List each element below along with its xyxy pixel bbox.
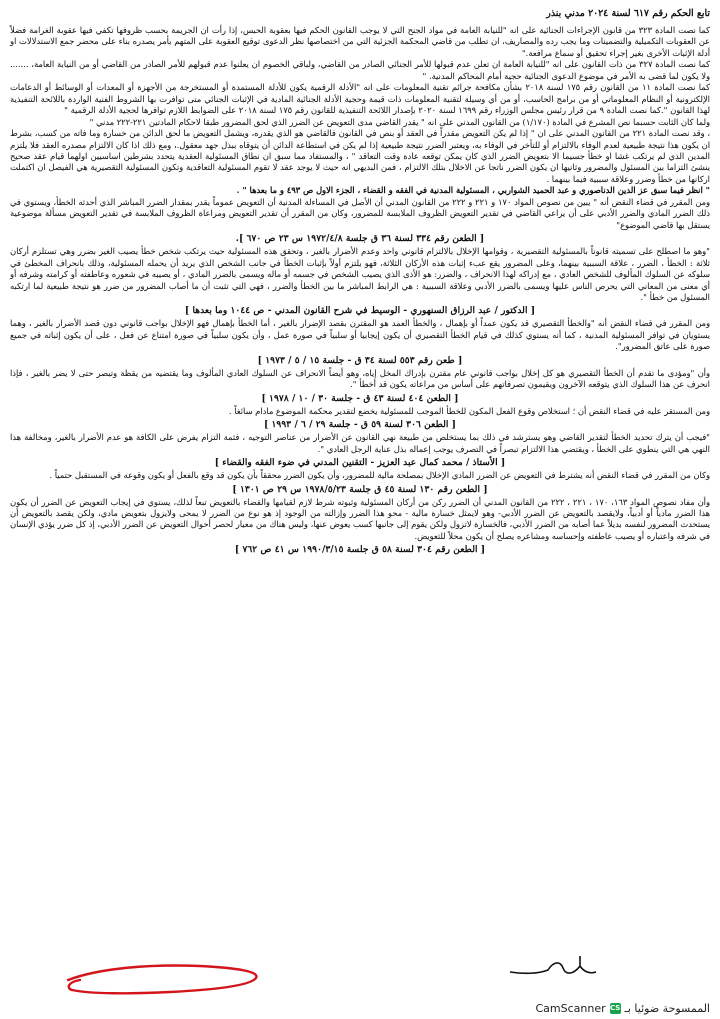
page-header: تابع الحكم رقم ٦١٧ لسنة ٢٠٢٤ مدني بنذر	[546, 8, 710, 19]
body-section-1	[10, 25, 710, 231]
body-section-6	[10, 432, 710, 455]
handwritten-scribble	[60, 950, 270, 1010]
paragraph: ولما كان الثابت حسبما نص المشرع في المادة (١/١٧٠) من القانون المدني على انه " يقدر القاضي مدى التعويض عن الضرر الذي لحق المضرور طبقا لاحكام المادتين ٢٢١-٢٢٢ مدني "	[89, 116, 710, 127]
citation: [ الدكتور / عبد الرزاق السنهوري - الوسيط في شرح القانون المدني - ص ١٠٤٤ وما بعدها ]	[184, 305, 536, 317]
citation: [ الطعن ٤٠٤ لسنة ٤٣ ق - جلسة ٣٠ / ١٠ / ١٩٧٨ ]	[261, 392, 459, 404]
citation: [ الطعن رقم ١٣٠ لسنة ٤٥ ق جلسة ١٩٧٨/٥/٢٣ س ٢٩ ص ١٣٠١ ]	[232, 483, 488, 495]
paragraph: ومن المقرر في قضاء النقض أنه "والخطأ التقصيري قد يكون عمداً أو بإهمال ، والخطأ العمد هو المقترن بقصد الإضرار بالغير ، أما الخطأ بإهمال فهو الإخلال بواجب قانوني دون قصد الأضرار بالغير ، وهما يستويان في توافر المسئولية المدنية ، كما أنه يستوي كذلك في قيام الخطأ التقصيري أن يكون إيجابيا أو سلبياً في صورة عمل ، وأن يكون سلبياً في صورة امتناع عن فعل ، على أن يكون إثباته في جميع صورة على عاتق المضرور".	[10, 318, 710, 352]
body-section-3	[10, 318, 710, 352]
paragraph: وأن مفاد نصوص المواد ١٦٣، ١٧٠ ، ٢٢١ ، ٢٢٢ من القانون المدني أن الضرر ركن من أركان المسئولية وثبوته شرط لازم لقيامها والقضاء بالتعويض تبعاً لذلك، يستوي في إيجاب التعويض عن الضرر أن يكون هذا الضرر مادياً أو أدبياً، ولايقصد بالتعويض عن الضرر الأدبي- وهو لايمثل خسارة مالية - محو هذا الضرر وإزالته من الوجود إذ هو نوع من الضرر لا يمحى ولايزول بتعويض مادي، ولكن يقصد بالتعويض أن يستحدث المضرور لنفسه بديلاً عما أصابه من الضرر الأدبي، فالخسارة لاتزول ولكن يقوم إلى جانبها كسب يعوض عنها، وليس هناك من معيار لحصر أحوال التعويض عن الضرر الأدبي، إذ كل ضرر يؤذي الإنسان في شرفه واعتباره أو يصيب عاطفته وإحساسه ومشاعره يصلح أن يكون محلاً للتعويض.	[10, 496, 710, 541]
paragraph: "وهو ما اصطلح على تسميته قانوناً بالمسئولية التقصيرية ، وقوامها الإخلال بالالتزام قانوني واحد وعدم الأضرار بالغير ، وتحقق هذه المسئولية حيث يرتكب شخص خطأ يصيب الغير بضرر وهي تستلزم أركان ثلاثة : الخطأ ، الضرر ، علاقة السببية بينهما، وعلى المضرور يقع عبء إثبات هذه الأركان الثلاثة، فهو يلتزم أولاً بإثبات الخطأ في جانب الشخص الذي يريد أن يحمله المسئولية، وذلك بانحراف المخطئ في سلوكه عن السلوك المألوف للشخص العادي ، مع إدراكه لهذا الانحراف ، والضرر: هو الأذى الذي يصيب الشخص في جسمه أو ماله ويسمى بالضرر المادي ، أو يصيبه في شعوره وعاطفته أو كرامته وشرفه أو أي معنى من المعاني التي يحرص الناس عليها ويسمى بالضرر الأدبي وعلاقة السببية : هي الرابط المباشر ما بين الخطأ والضرر ، فهي التي تثبت أن ما أصاب المضرور من ضرر هو نتيجة طبيعية لما ارتكبه المسئول من خطأ ".	[10, 246, 710, 302]
paragraph: "فيجب أن يترك تحديد الخطأ لتقدير القاضي وهو يسترشد في ذلك بما يستخلص من طبيعة نهي القانون عن الأضرار من عناصر التوجيه ، فثمة التزام يفرض على الكافة هو عدم الأضرار بالغير، ومخالفة هذا النهي هي التي ينطوي على الخطأ ، ويقتضي هذا الالتزام تبصراً في التصرف يوجب إعماله بذل عناية الرجل العادي ".	[10, 432, 710, 454]
paragraph: ومن المستقر عليه في قضاء النقض أن ؛ استخلاص وقوع الفعل المكون للخطأ الموجب للمسئولية يخضع لتقدير محكمة الموضوع مادام سائغاً .	[228, 405, 710, 416]
paragraph: " انظر فيما سبق عز الدين الدناصوري و عبد الحميد الشواربي ، المسئولية المدنية في الفقه و القضاء ، الجزء الاول ص ٤٩٣ و ما بعدها " .	[236, 185, 710, 196]
body-section-5	[10, 406, 710, 417]
scanner-watermark	[535, 1002, 710, 1015]
scanner-app-name: CamScanner	[535, 1002, 606, 1015]
paragraph: كما نصت المادة ١١ من القانون رقم ١٧٥ لسنة ٢٠١٨ بشأن مكافحة جرائم تقنية المعلومات على انه "الأدلة الرقمية يكون للأدلة المستمدة أو المستخرجة من الأجهزة أو المعدات أو الوسائط أو الدعامات الإلكترونية أو النظام المعلوماتي أو من برامج الحاسب، أو من أي وسيلة لتقنية المعلومات ذات قيمة وحجية الأدلة الجنائية المادية في الإثبات الجنائي متى توافرت بها الشروط الفنية الواردة باللائحة التنفيذية لهذا القانون ".كما نصت المادة ٩ من قرار رئيس مجلس الوزراء رقم ١٦٩٩ لسنة ٢٠٢٠ بإصدار اللائحة التنفيذية للقانون رقم ١٧٥ لسنة ٢٠١٨ على الضوابط اللازم توافرها لحجية الأدلة الرقمية "	[10, 82, 711, 116]
citation: [ الأستاذ / محمد كمال عبد العزيز - التقنين المدني في ضوء الفقه والقضاء ]	[214, 457, 506, 469]
paragraph: ، وقد نصت المادة ٢٢١ من القانون المدني على ان " إذا لم يكن التعويض مقدراً في العقد أو بنص في القانون فالقاضي هو الذي يقدره، ويشمل التعويض ما لحق الدائن من خسارة وما فاته من كسب، بشرط ان يكون هذا نتيجة طبيعية لعدم الوفاء بالالتزام أو للتأخر في الوفاء به، ويعتبر الضرر نتيجة طبيعية إذا لم يكن في استطاعة الدائن أن يتوقاه ببذل جهد معقول.، ومع ذلك اذا كان الالتزام مصدره العقد فلا يلتزم المدين الذي لم يرتكب غشا او خطأ جسيما الا بتعويض الضرر الذي كان يمكن توقعه عادة وقت التعاقد " ، والمستفاد مما سبق ان نطاق المسئولية العقدية يتحدد بشرطين اساسيين اولهما قيام عقد صحيح ينشئ التزاما بين المسئول والمضرور وثانيها ان يكون الضرر ناتجا عن الاخلال بتلك الالتزام ، فمن البديهي انه حيث لا يوجد عقد لا تقوم المسئولية التعاقدية وتكون المسئولية التقصيرية هي الفيصل ان اكتملت اركانها من خطأ وضرر وعلاقة سببية فيما بينهما .	[10, 128, 711, 184]
camscanner-logo-icon: CS	[609, 1004, 621, 1012]
paragraph: ومن المقرر في قضاء النقض أنه " يبين من نصوص المواد ١٧٠ و ٢٢١ و ٢٢٢ من القانون المدني أن الأصل في المساءلة المدنية أن التعويض عموماً يقدر بمقدار الضرر المباشر الذي أحدثه الخطأ، ويستوي في ذلك الضرر المادي والضرر الأدبي على أن يراعي القاضي في تقدير التعويض الظروف الملابسة للمضرور، وكان من المقرر أن تقدير التعويض ومراعاة الظروف الملابسة في تقدير التعويض مسألة موضوعية يستقل بها قاضي الموضوع"	[10, 196, 710, 230]
scanner-prefix: الممسوحة ضوئيا بـ	[624, 1002, 710, 1015]
citation: [ الطعن ٣٠٦ لسنة ٥٩ ق - جلسة ٢٩ / ٦ / ١٩٩٣ ]	[263, 419, 457, 431]
body-section-2	[10, 246, 710, 303]
body-section-7	[10, 470, 710, 481]
citation: [ الطعن رقم ٣٣٤ لسنة ٣٦ ق جلسة ١٩٧٢/٤/٨ س ٢٣ ص ٦٧٠ ].	[235, 233, 485, 245]
paragraph: كما نصت المادة ٣٢٣ من قانون الإجراءات الجنائية على انه "للنيابة العامة في مواد الجنح التي لا يوجب القانون الحكم فيها بعقوبة الحبس، إذا رأت ان الجريمة بحسب ظروفها تكفي فيها عقوبة الغرامة فضلاً عن العقوبات التكميلية والتضمينات وما يجب رده والمصاريف، ان تطلب من قاضي المحكمة الجزئية التي من اختصاصها نظر الدعوى توقيع العقوبة على المتهم بأمر يصدره بناء على محضر جمع الاستدلالات او أدلة الإثبات الأخرى بغير إجراء تحقيق أو سماع مرافعة."	[10, 25, 710, 58]
paragraph: وكان من المقرر في قضاء النقض أنه يشترط في التعويض عن الضرر المادي الإخلال بمصلحة مالية للمضرور، وأن يكون الضرر محققاً بأن يكون قد وقع بالفعل أو يكون وقوعه في المستقبل حتمياً .	[49, 470, 710, 481]
body-section-8	[10, 497, 710, 543]
citation: [ طعن رقم ٥٥٣ لسنة ٣٤ ق - جلسة ١٥ / ٥ / ١٩٧٣ ]	[257, 354, 463, 366]
citation: [ الطعن رقم ٣٠٤ لسنة ٥٨ ق جلسة ١٩٩٠/٣/١٥ س ٤١ ص ٧٦٢ ]	[234, 544, 486, 556]
paragraph: كما نصت المادة ٣٢٧ من ذات القانون على انه "للنيابة العامة ان تعلن عدم قبولها للأمر الجنائي الصادر من القاضي، ولباقي الخصوم ان يعلنوا عدم قبولهم للأمر الصادر من القاضي أو من النيابة العامة، ....... ولا يكون لما قضى به الأمر في موضوع الدعوى الجنائية حجية أمام المحاكم المدنية. "	[10, 59, 710, 81]
paragraph: وأن "ومؤدى ما تقدم أن الخطأ التقصيري هو كل إخلال بواجب قانوني عام مقترن بإدراك المخل إياه، وهو أيضاً الانحراف عن السلوك العادي المألوف وما يقتضيه من يقظة وتبصر حتى لا يضر بالغير ، فإذا انحرف عن هذا السلوك الذي يتوقعه الآخرون ويقيمون تصرفاتهم على أساس من مراعاته يكون قد أخطأ ".	[10, 367, 710, 390]
signature-mark	[508, 952, 598, 980]
body-section-4	[10, 368, 710, 391]
